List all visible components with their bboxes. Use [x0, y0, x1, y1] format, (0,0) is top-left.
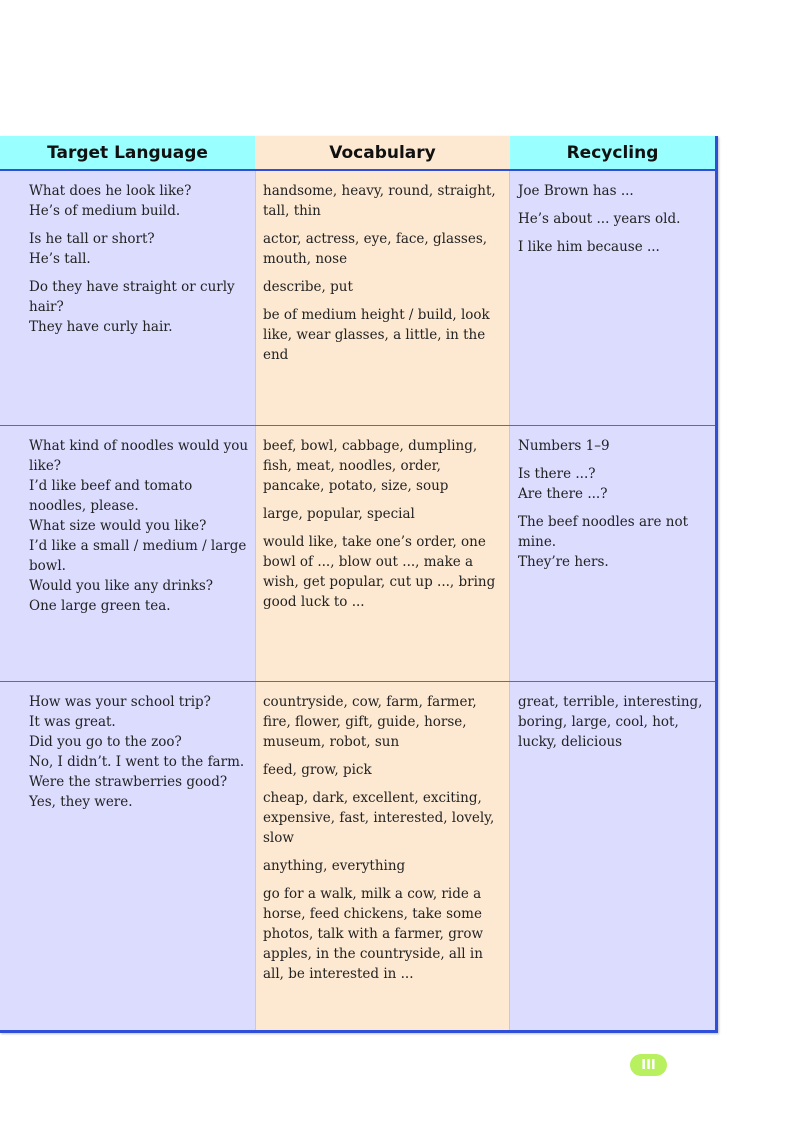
cell-line: It was great.: [29, 714, 116, 730]
cell-paragraph: [518, 209, 710, 229]
cell-line: Did you go to the zoo?: [29, 734, 182, 750]
cell-line: actor, actress, eye, face, glasses, mouth, nose: [263, 231, 488, 267]
cell-line: I’d like beef and tomato noodles, please.: [29, 478, 193, 514]
cell-line: go for a walk, milk a cow, ride a horse, feed chickens, take some photos, talk with a farmer, grow apples, in the countryside, all in all, be interested in ...: [263, 886, 484, 982]
cell-paragraph: [263, 884, 503, 984]
cell-line: would like, take one’s order, one bowl of ..., blow out ..., make a wish, get popular, cut up ..., bring good luck to ...: [263, 534, 496, 610]
cell-paragraph: [263, 504, 503, 524]
cell-line: He’s tall.: [29, 251, 91, 267]
cell-paragraph: [263, 436, 503, 496]
cell-paragraph: [29, 436, 251, 616]
cell-line: What size would you like?: [29, 518, 207, 534]
header-recycling: Recycling: [510, 136, 715, 169]
row-2-vocabulary-cell: [263, 436, 503, 620]
row-1-recycling-cell: [518, 181, 710, 265]
cell-line: countryside, cow, farm, farmer, fire, flower, gift, guide, horse, museum, robot, sun: [263, 694, 477, 750]
table-header-row: [0, 136, 715, 171]
cell-paragraph: [518, 512, 710, 572]
cell-paragraph: [263, 692, 503, 752]
row-3-recycling-cell: [518, 692, 710, 760]
cell-paragraph: [29, 181, 251, 221]
cell-line: They have curly hair.: [29, 319, 173, 335]
cell-paragraph: [263, 760, 503, 780]
cell-line: anything, everything: [263, 858, 406, 874]
cell-paragraph: [29, 692, 251, 812]
cell-line: describe, put: [263, 279, 353, 295]
cell-paragraph: [518, 436, 710, 456]
cell-paragraph: [518, 181, 710, 201]
cell-line: Is he tall or short?: [29, 231, 155, 247]
row-3-target-cell: [29, 692, 251, 820]
cell-paragraph: [263, 532, 503, 612]
cell-paragraph: [263, 277, 503, 297]
cell-line: I’d like a small / medium / large bowl.: [29, 538, 247, 574]
cell-paragraph: [263, 305, 503, 365]
cell-line: great, terrible, interesting, boring, large, cool, hot, lucky, delicious: [518, 694, 703, 750]
cell-line: Do they have straight or curly hair?: [29, 279, 235, 315]
cell-line: Is there ...?: [518, 466, 596, 482]
row-1-target-cell: [29, 181, 251, 345]
header-vocabulary: Vocabulary: [255, 136, 510, 169]
cell-line: Numbers 1–9: [518, 438, 610, 454]
row-2-recycling-cell: [518, 436, 710, 580]
cell-line: large, popular, special: [263, 506, 415, 522]
cell-paragraph: [263, 229, 503, 269]
cell-line: Would you like any drinks?: [29, 578, 213, 594]
cell-line: They’re hers.: [518, 554, 609, 570]
cell-line: Joe Brown has ...: [518, 183, 634, 199]
cell-line: I like him because ...: [518, 239, 660, 255]
cell-line: The beef noodles are not mine.: [518, 514, 689, 550]
cell-line: What kind of noodles would you like?: [29, 438, 249, 474]
cell-line: feed, grow, pick: [263, 762, 372, 778]
cell-line: Are there ...?: [518, 486, 608, 502]
cell-line: be of medium height / build, look like, wear glasses, a little, in the end: [263, 307, 490, 363]
cell-paragraph: [518, 237, 710, 257]
cell-line: cheap, dark, excellent, exciting, expensive, fast, interested, lovely, slow: [263, 790, 495, 846]
syllabus-table: [0, 136, 718, 1033]
cell-line: beef, bowl, cabbage, dumpling, fish, meat, noodles, order, pancake, potato, size, soup: [263, 438, 478, 494]
cell-line: handsome, heavy, round, straight, tall, thin: [263, 183, 496, 219]
cell-line: He’s of medium build.: [29, 203, 181, 219]
row-divider: [0, 681, 715, 682]
cell-line: One large green tea.: [29, 598, 171, 614]
row-2-target-cell: [29, 436, 251, 624]
cell-line: How was your school trip?: [29, 694, 211, 710]
cell-paragraph: [518, 692, 710, 752]
cell-paragraph: [263, 856, 503, 876]
row-3-vocabulary-cell: [263, 692, 503, 992]
cell-paragraph: [29, 229, 251, 269]
cell-line: What does he look like?: [29, 183, 192, 199]
cell-line: Yes, they were.: [29, 794, 133, 810]
cell-paragraph: [29, 277, 251, 337]
cell-paragraph: [263, 181, 503, 221]
row-1-vocabulary-cell: [263, 181, 503, 373]
cell-line: He’s about ... years old.: [518, 211, 681, 227]
row-divider: [0, 425, 715, 426]
cell-paragraph: [263, 788, 503, 848]
cell-line: Were the strawberries good?: [29, 774, 228, 790]
cell-paragraph: [518, 464, 710, 504]
header-target-language: Target Language: [0, 136, 255, 169]
cell-line: No, I didn’t. I went to the farm.: [29, 754, 245, 770]
recycling-column: [510, 171, 715, 1030]
page-number-badge: III: [630, 1054, 667, 1076]
